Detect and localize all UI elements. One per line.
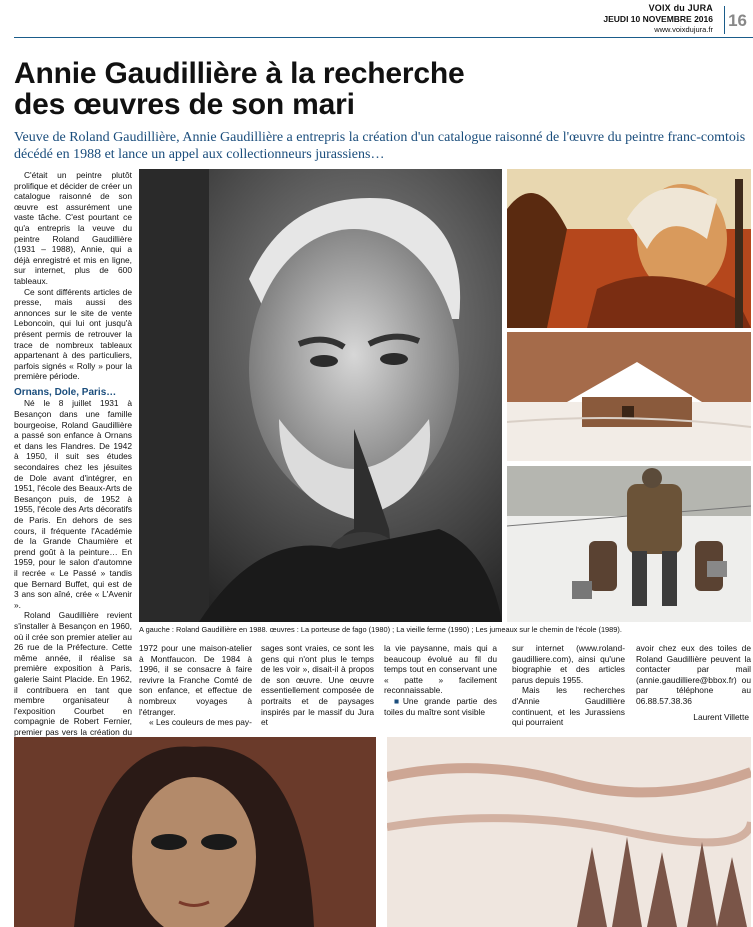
article-column-2 bbox=[139, 643, 252, 728]
paragraph: Ce sont différents articles de presse, mais aussi des annonces sur le site de vente Leboncoin, qui lui ont jusqu'à présent permis de retrouver la trace de nombreux tableaux appartenant à des particuliers, parfois signés « Rolly » pour la première période. bbox=[14, 286, 132, 382]
article-column-1 bbox=[14, 170, 132, 759]
article-column-5 bbox=[512, 643, 625, 728]
paragraph: Mais les recherches d'Annie Gaudillière continuent, et les Jurassiens qui pourraient bbox=[512, 685, 625, 728]
painting-jumeaux-chemin-ecole bbox=[507, 466, 751, 622]
header-rule bbox=[14, 37, 753, 38]
paragraph: 1972 pour une maison-atelier à Montfaucon. De 1984 à 1996, il se consacre à faire revivre la Franche Comté de son enfance, et effectue de nombreux voyages à l'étranger. bbox=[139, 643, 252, 717]
article-column-4 bbox=[384, 643, 497, 717]
bullet-icon: ■ bbox=[394, 695, 403, 706]
page-number: 16 bbox=[728, 11, 747, 30]
paragraph: Né le 8 juillet 1931 à Besançon dans une famille bourgeoise, Roland Gaudillière a passé son enfance à Ornans et dans les Flandres. De 1942 à 1950, il suit ses études secondaires chez les jésuites de Dole avant d'intégrer, en 1951, l'école des Beaux-Arts de Besançon puis, de 1952 à 1955, l'école des Arts décoratifs de Paris. En dehors de ses cours, il fréquente l'Académie de la Grande Chaumière et prend goût à la peinture… En 1959, pour le salon d'automne il recrée « Le Passé » tandis que Bernard Buffet, qui est de 3 ans son aîné, crée « L'Avenir ». bbox=[14, 398, 132, 610]
newspaper-brand: VOIX du JURA bbox=[648, 3, 713, 13]
painting-porteuse-de-fago bbox=[507, 169, 751, 328]
paragraph: Roland Gaudillière revient s'installer à Besançon en 1960, où il crée son premier atelier au 26 rue de la Préfecture. Cette même année, il réalise sa première exposition à Paris, galerie Saint Placide. En 1962, il contribuera en tant que membre organisateur à l'exposition Courbet en compagnie de Robert Fernier, premier pas vers la création du bbox=[14, 610, 132, 737]
subheading: Ornans, Dole, Paris… bbox=[14, 386, 117, 398]
headline-line-1: Annie Gaudillière à la recherche bbox=[14, 57, 465, 90]
portrait-photo bbox=[139, 169, 502, 622]
article-column-6 bbox=[636, 643, 751, 707]
painting-winter-forest bbox=[387, 737, 751, 927]
author-byline: Laurent Villette bbox=[693, 712, 749, 722]
headline-line-2: des œuvres de son mari bbox=[14, 88, 355, 121]
paragraph-text: Une grande partie des toiles du maître sont visible bbox=[384, 695, 497, 717]
paragraph: « Les couleurs de mes pay- bbox=[149, 717, 252, 728]
photo-caption: A gauche : Roland Gaudillière en 1988. œuvres : La porteuse de fago (1980) ; La vieille ferme (1990) ; Les jumeaux sur le chemin de l'école (1989). bbox=[139, 625, 622, 634]
paragraph bbox=[384, 696, 497, 717]
masthead-divider bbox=[724, 6, 725, 34]
paragraph: sages sont vraies, ce sont les gens qui n'ont plus le temps de les voir », disait-il à propos de son œuvre. Une œuvre essentiellement composée de portraits et de paysages inspirés par le massif du Jura et bbox=[261, 643, 374, 728]
paragraph: avoir chez eux des toiles de Roland Gaudillière peuvent la contacter par mail (annie.gaudilliere@bbox.fr) ou par téléphone au 06.88.57.38.36 bbox=[636, 643, 751, 706]
article-headline bbox=[14, 58, 753, 120]
issue-date: JEUDI 10 NOVEMBRE 2016 bbox=[603, 14, 713, 24]
paragraph: sur internet (www.roland-gaudilliere.com), ainsi qu'une biographie et des articles parus depuis 1955. bbox=[512, 643, 625, 685]
website-url[interactable]: www.voixdujura.fr bbox=[654, 25, 713, 34]
painting-vieille-ferme bbox=[507, 332, 751, 461]
article-lead: Veuve de Roland Gaudillière, Annie Gaudillière a entrepris la création d'un catalogue raisonné de l'œuvre du peintre franc-comtois décédé en 1988 et lance un appel aux collectionneurs jurassiens… bbox=[14, 130, 746, 162]
article-column-3 bbox=[261, 643, 374, 728]
paragraph: la vie paysanne, mais qui a beaucoup évolué au fil du temps tout en conservant une « patte » facilement reconnaissable. bbox=[384, 643, 497, 696]
paragraph: C'était un peintre plutôt prolifique et décider de créer un catalogue raisonné de son œuvre est assurément une vaste tâche. C'est pourtant ce qu'a entrepris la veuve du peintre Roland Gaudillière (1931 – 1988), Annie, qui a déjà enregistré et mis en ligne, sur internet, plus de 600 tableaux. bbox=[14, 170, 132, 286]
painting-woman-portrait bbox=[14, 737, 376, 927]
